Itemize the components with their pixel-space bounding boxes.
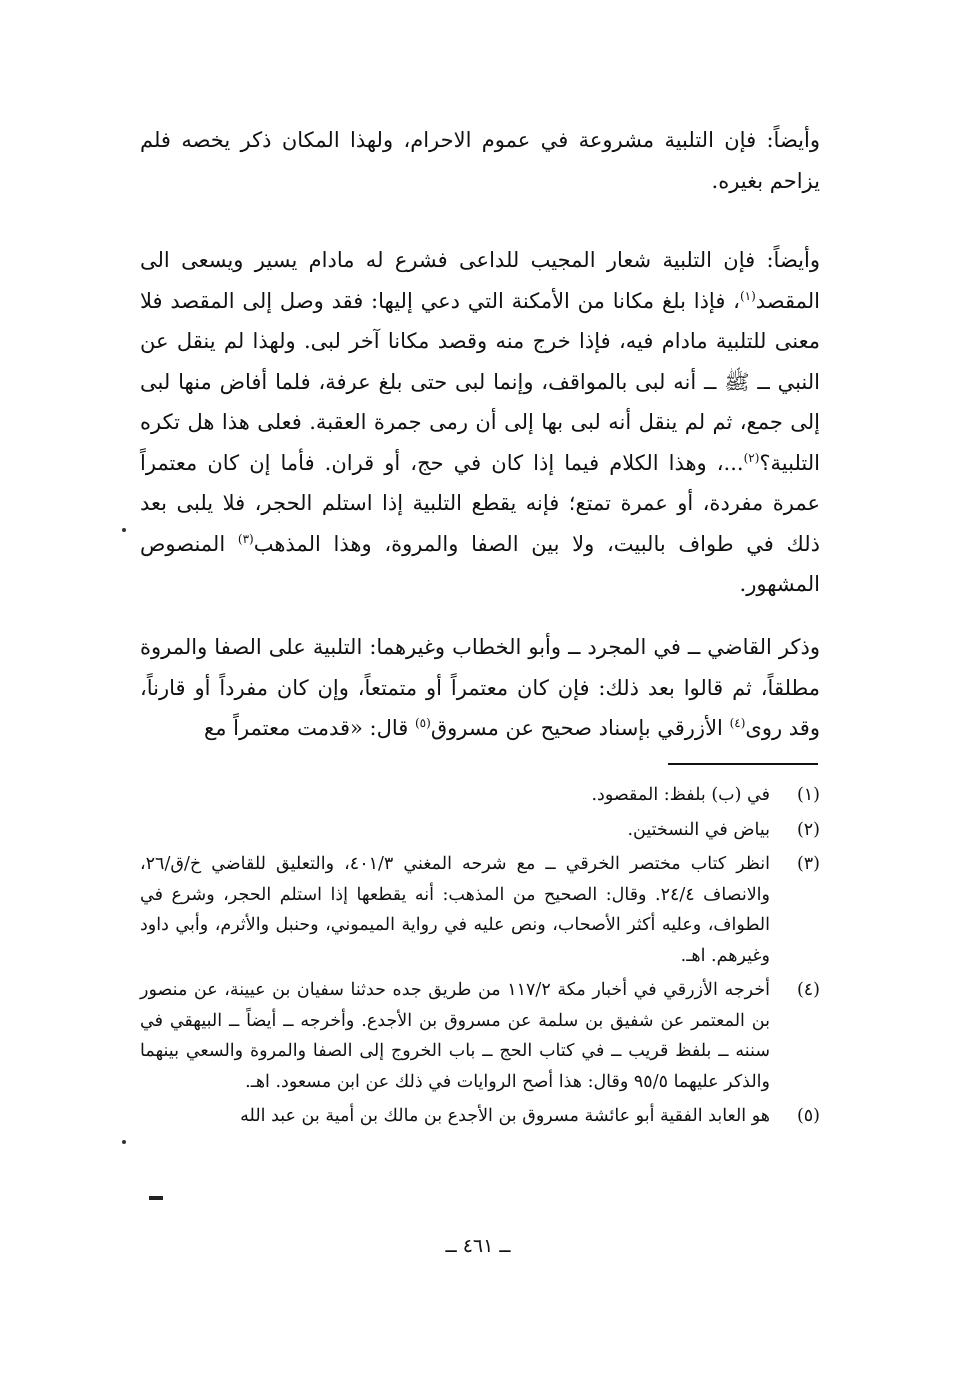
footnote-ref-3: (٣) bbox=[237, 531, 254, 546]
paragraph-1-text: وأيضاً: فإن التلبية مشروعة في عموم الاحرام، ولهذا المكان ذكر يخصه فلم يزاحم بغيره. bbox=[140, 128, 820, 193]
footnote-1 bbox=[140, 780, 820, 811]
footnote-number: (٤) bbox=[796, 980, 820, 1000]
footnote-3 bbox=[140, 849, 820, 971]
paragraph-2-text-a: وأيضاً: فإن التلبية شعار المجيب للداعى فشرع له مادام يسير ويسعى الى المقصد bbox=[140, 248, 820, 313]
footnote-number: (٢) bbox=[796, 819, 820, 840]
footnote-number: (٣) bbox=[796, 854, 820, 874]
footnote-separator bbox=[668, 763, 818, 765]
footnote-5 bbox=[140, 1101, 820, 1132]
footnote-ref-5: (٥) bbox=[414, 716, 431, 730]
page-number: ــ ٤٦١ ــ bbox=[445, 1235, 511, 1257]
paragraph-3-text-b: الأزرقي بإسناد صحيح عن مسروق bbox=[430, 716, 730, 740]
footnote-4 bbox=[140, 975, 820, 1097]
footnote-number: (٥) bbox=[796, 1106, 820, 1126]
paragraph-3 bbox=[140, 627, 820, 749]
footnotes bbox=[140, 780, 820, 1136]
scan-speck bbox=[122, 1140, 126, 1144]
continuation-mark-icon bbox=[148, 1195, 164, 1201]
footnote-2 bbox=[140, 815, 820, 846]
footnote-ref-4: (٤) bbox=[729, 716, 746, 730]
paragraph-3-text-c: قال: «قدمت معتمراً مع bbox=[204, 716, 415, 740]
paragraph-2-text-b: ، فإذا بلغ مكانا من الأمكنة التي دعي إليها: فقد وصل إلى المقصد فلا معنى للتلبية مادام فيه، فإذا خرج منه وقصد مكانا آخر لبى. ولهذا لم ينقل عن النبي ــ ﷺ ــ أنه لبى بالمواقف، وإنما لبى حتى بلغ عرفة، فلما أفاض منها لبى إلى جمع، ثم لم ينقل أنه لبى بها إلى أن رمى جمرة العقبة. فعلى هذا هل تكره التلبية؟ bbox=[140, 288, 820, 475]
paragraph-1 bbox=[140, 120, 820, 201]
footnote-text: هو العابد الفقية أبو عائشة مسروق بن الأجدع بن مالك بن أمية بن عبد الله bbox=[240, 1106, 770, 1126]
scan-speck bbox=[122, 528, 126, 532]
paragraph-2-text-d: المنصوص المشهور. bbox=[140, 531, 820, 596]
paragraph-3-text-a: وذكر القاضي ــ في المجرد ــ وأبو الخطاب وغيرهما: التلبية على الصفا والمروة مطلقاً، ثم قالوا بعد ذلك: فإن كان معتمراً أو متمتعاً، وإن كان مفرداً أو قارناً، وقد روى bbox=[140, 635, 820, 740]
footnote-text: أخرجه الأزرقي في أخبار مكة ١١٧/٢ من طريق جده حدثنا سفيان بن عيينة، عن منصور بن المعتمر عن شفيق بن سلمة عن مسروق بن الأجدع. وأخرجه ــ أيضاً ــ البيهقي في سننه ــ بلفظ قريب ــ في كتاب الحج ــ باب الخروج إلى الصفا والمروة والسعي بينهما والذكر عليهما ٩٥/٥ وقال: هذا أصح الروايات في ذلك عن ابن مسعود. اهـ. bbox=[140, 980, 770, 1092]
footnote-ref-1: (١) bbox=[739, 288, 756, 303]
footnote-text: بياض في النسختين. bbox=[627, 819, 770, 840]
footnote-number: (١) bbox=[796, 785, 820, 805]
footnote-text: في (ب) بلفظ: المقصود. bbox=[591, 785, 770, 805]
footnote-text: انظر كتاب مختصر الخرقي ــ مع شرحه المغني ٤٠١/٣، والتعليق للقاضي خ/ق/٢٦، والانصاف ٢٤/٤. وقال: الصحيح من المذهب: أنه يقطعها إذا استلم الحجر، وشرع في الطواف، وعليه أكثر الأصحاب، ونص عليه في رواية الميموني، وحنبل والأثرم، وأبي داود وغيرهم. اهـ. bbox=[140, 854, 770, 966]
paragraph-2-text-c: ...، وهذا الكلام فيما إذا كان في حج، أو قران. فأما إن كان معتمراً عمرة مفردة، أو عمرة تمتع؛ فإنه يقطع التلبية إذا استلم الحجر، فلا يلبى بعد ذلك في طواف بالبيت، ولا بين الصفا والمروة، وهذا المذهب bbox=[140, 450, 820, 556]
paragraph-2 bbox=[140, 240, 820, 605]
footnote-ref-2: (٢) bbox=[743, 450, 760, 465]
